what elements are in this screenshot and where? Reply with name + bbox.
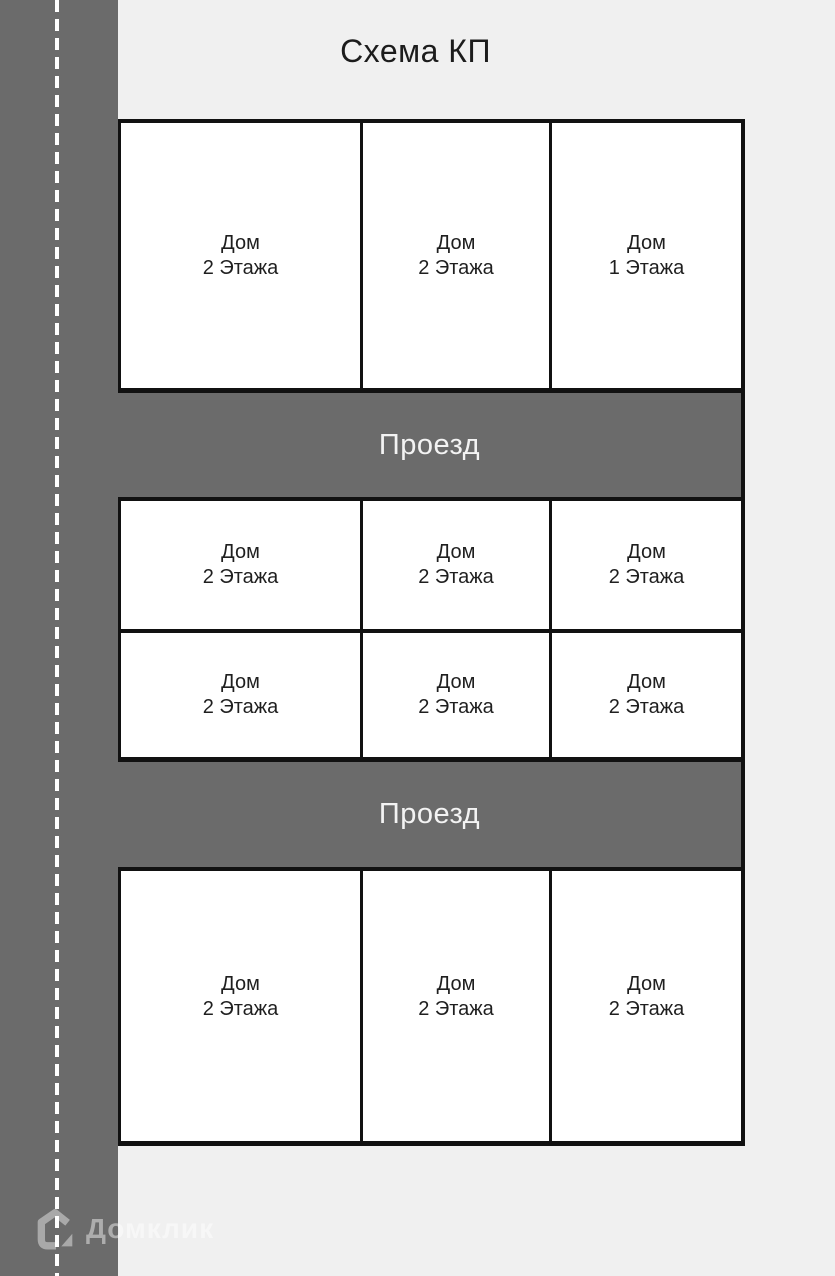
house-label-line1: Дом <box>627 973 666 995</box>
house-plot <box>549 871 741 1141</box>
house-label-line2: 1 Этажа <box>608 256 685 279</box>
watermark-brand-text: Домклик <box>86 1213 215 1244</box>
house-plot <box>360 501 549 629</box>
house-plot <box>549 501 741 629</box>
house-plot <box>549 629 741 757</box>
house-label-line2: 2 Этажа <box>608 998 685 1020</box>
house-label-line2: 2 Этажа <box>418 696 494 718</box>
house-plot <box>121 629 360 757</box>
driveway-label: Проезд <box>378 428 481 461</box>
house-label-line2: 2 Этажа <box>418 256 494 279</box>
house-label-line1: Дом <box>436 231 476 254</box>
house-plot <box>121 123 360 388</box>
house-label-line1: Дом <box>627 541 666 563</box>
driveway-bottom <box>118 762 745 867</box>
house-label-line1: Дом <box>436 541 476 563</box>
house-label-line2: 2 Этажа <box>202 566 279 588</box>
house-plot <box>360 123 549 388</box>
house-label-line1: Дом <box>436 973 476 995</box>
house-label-line1: Дом <box>627 231 666 254</box>
house-label-line1: Дом <box>627 671 666 693</box>
driveway-label: Проезд <box>378 798 481 830</box>
house-label-line2: 2 Этажа <box>202 696 279 718</box>
house-label-line1: Дом <box>221 231 260 254</box>
house-plot <box>121 501 360 629</box>
house-plot <box>121 871 360 1141</box>
house-label-line1: Дом <box>221 541 260 563</box>
house-plot <box>549 123 741 388</box>
page-title: Схема КП <box>340 33 491 69</box>
house-row-top <box>118 119 745 393</box>
house-label-line2: 2 Этажа <box>202 256 279 279</box>
house-plot <box>360 871 549 1141</box>
house-label-line2: 2 Этажа <box>418 998 494 1020</box>
house-label-line1: Дом <box>221 671 260 693</box>
domclick-logo-icon <box>34 1208 76 1250</box>
house-label-line2: 2 Этажа <box>418 566 494 588</box>
road <box>0 0 118 1276</box>
house-plot <box>360 629 549 757</box>
house-label-line2: 2 Этажа <box>202 998 279 1020</box>
house-label-line2: 2 Этажа <box>608 696 685 718</box>
domclick-watermark <box>34 1208 214 1250</box>
house-label-line1: Дом <box>221 973 260 995</box>
house-grid-middle <box>118 497 745 762</box>
house-row-bottom <box>118 867 745 1146</box>
house-label-line1: Дом <box>436 671 476 693</box>
house-label-line2: 2 Этажа <box>608 566 685 588</box>
driveway-top <box>118 393 745 497</box>
